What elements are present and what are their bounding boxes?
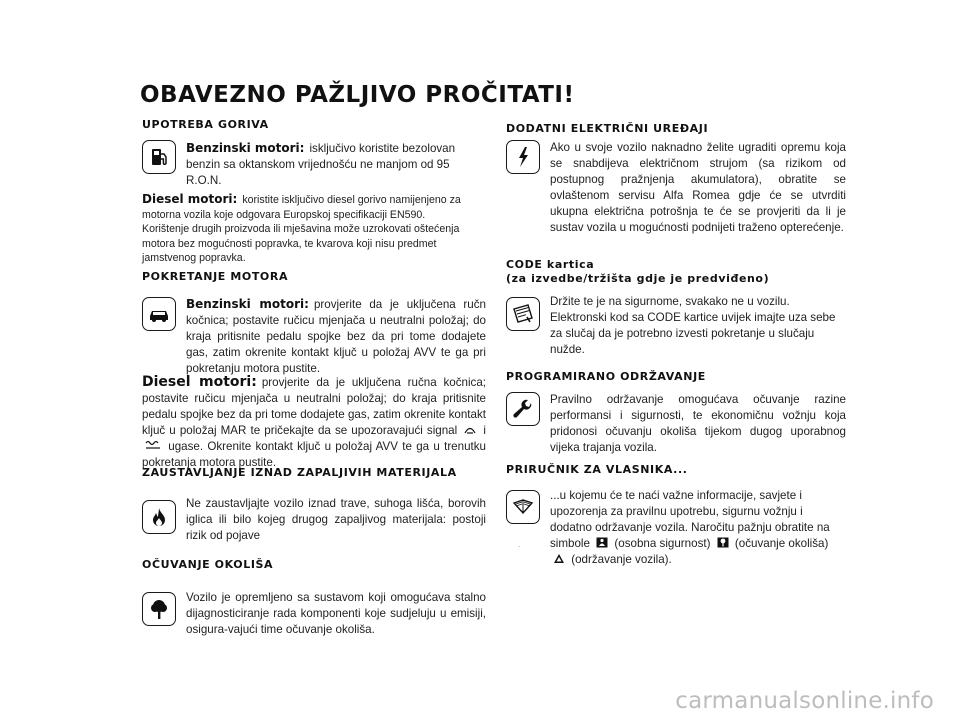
fuel-heading: UPOTREBA GORIVA xyxy=(142,118,269,131)
electrical-heading: DODATNI ELEKTRIČNI UREĐAJI xyxy=(506,122,709,135)
start-petrol-text: provjerite da je uključena ručn kočnica; postavite ručicu mjenjača u neutralni položaj; do kraja pritisnite pedalu spojke bez da pri tome dodajete gas, zatim okrenite kontakt ključ u položaj AVV te ga pri pokretanju motora pustite. xyxy=(186,298,486,375)
start-diesel-text-1: provjerite da je uključena ručna kočnica; postavite ručicu mjenjača u neutralni položaj; do kraja pritisnite pedalu spojke bez da pri tome dodajete gas, zatim okrenite kontakt ključ u položaj MAR te pričekajte da se upozoravajući signal xyxy=(142,376,486,437)
coil-warning-icon xyxy=(145,440,161,451)
fuel-petrol-paragraph xyxy=(186,140,486,189)
code-card-icon xyxy=(506,297,540,331)
code-heading-note: (za izvedbe/tržišta gdje je predviđeno) xyxy=(506,272,770,285)
manual-maint-label: (održavanje vozila). xyxy=(571,553,672,566)
electrical-paragraph: Ako u svoje vozilo naknadno želite ugraditi opremu koja se snabdijeva električnom strujom (sa rizikom od postupnog pražnjenja akumulatora), obratite se ovlaštenom servisu Alfa Romea gdje će se utvrditi ukupna električna potrošnja te će se provjeriti da li je sustav vozila u mogućnosti podnijeti traženo opterećenje. xyxy=(550,141,846,234)
book-icon xyxy=(506,490,540,524)
maintenance-heading: PROGRAMIRANO ODRŽAVANJE xyxy=(506,370,706,383)
lightning-icon xyxy=(506,140,540,174)
manual-heading: PRIRUČNIK ZA VLASNIKA... xyxy=(506,463,688,476)
tree-icon xyxy=(142,592,176,626)
fuel-warning-text: Korištenje drugih proizvoda ili mješavina može uzrokovati oštećenja motora bez mogućnosti popravka, te kvarova koji nisu predmet jamstvenog popravka. xyxy=(142,223,460,264)
parking-paragraph: Ne zaustavljajte vozilo iznad trave, suhoga lišća, borovih iglica ili bilo kojeg drugog zapaljivog materijala: postoji rizik od pojave xyxy=(186,497,486,542)
start-petrol-lead: Benzinski motori: xyxy=(186,297,309,311)
environment-paragraph: Vozilo je opremljeno sa sustavom koji omogućava stalno dijagnosticiranje rada komponenti koje sudjeluju u emisiji, osigura-vajući time očuvanje okoliša. xyxy=(186,591,486,636)
manual-paragraph xyxy=(550,488,846,568)
start-diesel-text-2: ugase. Okrenite kontakt ključ u položaj AVV te ga u trenutku pokretanja motora pustite. xyxy=(142,440,486,469)
fuel-diesel-paragraph xyxy=(142,192,486,266)
start-diesel-paragraph xyxy=(142,374,486,471)
code-paragraph: Držite te je na sigurnome, svakako ne u vozilu. Elektronski kod sa CODE kartice uvijek imajte uza sebe za slučaj da je potrebno izvesti pokretanje u slučaju nužde. xyxy=(550,295,836,356)
start-diesel-and: i xyxy=(483,424,486,437)
wrench-icon xyxy=(506,392,540,426)
parking-heading: ZAUSTAVLJANJE IZNAD ZAPALJIVIH MATERIJALA xyxy=(142,466,457,479)
page-title: OBAVEZNO PAŽLJIVO PROČITATI! xyxy=(140,82,575,108)
manual-safety-label: (osobna sigurnost) xyxy=(614,537,711,550)
manual-text: ...u kojemu će te naći važne informacije, savjete i upozorenja za pravilnu upotrebu, sigurnu vožnju i dodatno održavanje vozila. Naročitu pažnju obratite na simbole xyxy=(550,489,830,550)
watermark: carmanualsonline.info xyxy=(675,688,934,714)
fuel-petrol-lead: Benzinski motori: xyxy=(186,141,305,155)
fuel-diesel-lead: Diesel motori: xyxy=(142,192,238,206)
fuel-diesel-text: koristite isključivo diesel gorivo namijenjeno za motorna vozila koje odgovara Europskoj specifikaciji EN590. xyxy=(142,194,461,221)
manual-env-label: (očuvanje okoliša) xyxy=(734,537,829,550)
environment-symbol-icon xyxy=(717,537,729,548)
code-heading-title: CODE kartica xyxy=(506,258,595,271)
glow-plug-warning-icon xyxy=(464,424,476,435)
personal-safety-icon xyxy=(596,537,608,548)
start-petrol-paragraph xyxy=(186,296,486,377)
environment-heading: OČUVANJE OKOLIŠA xyxy=(142,558,274,571)
maintenance-paragraph: Pravilno održavanje omogućava očuvanje razine performansi i sigurnosti, te ekonomičnu vožnju koja pridonosi očuvanju okoliša tijekom dugog uporabnog vijeka trajanja vozila. xyxy=(550,393,846,454)
print-mark: . xyxy=(518,540,521,549)
flame-icon xyxy=(142,500,176,534)
code-heading xyxy=(506,258,769,286)
start-diesel-lead: Diesel motori: xyxy=(142,374,257,390)
car-icon xyxy=(142,297,176,331)
fuel-pump-icon xyxy=(142,140,176,174)
start-heading: POKRETANJE MOTORA xyxy=(142,270,289,283)
vehicle-maintenance-icon xyxy=(553,553,565,564)
fuel-petrol-text: isključivo koristite bezolovan benzin sa oktanskom vrijednošću ne manjom od 95 R.O.N. xyxy=(186,142,456,187)
